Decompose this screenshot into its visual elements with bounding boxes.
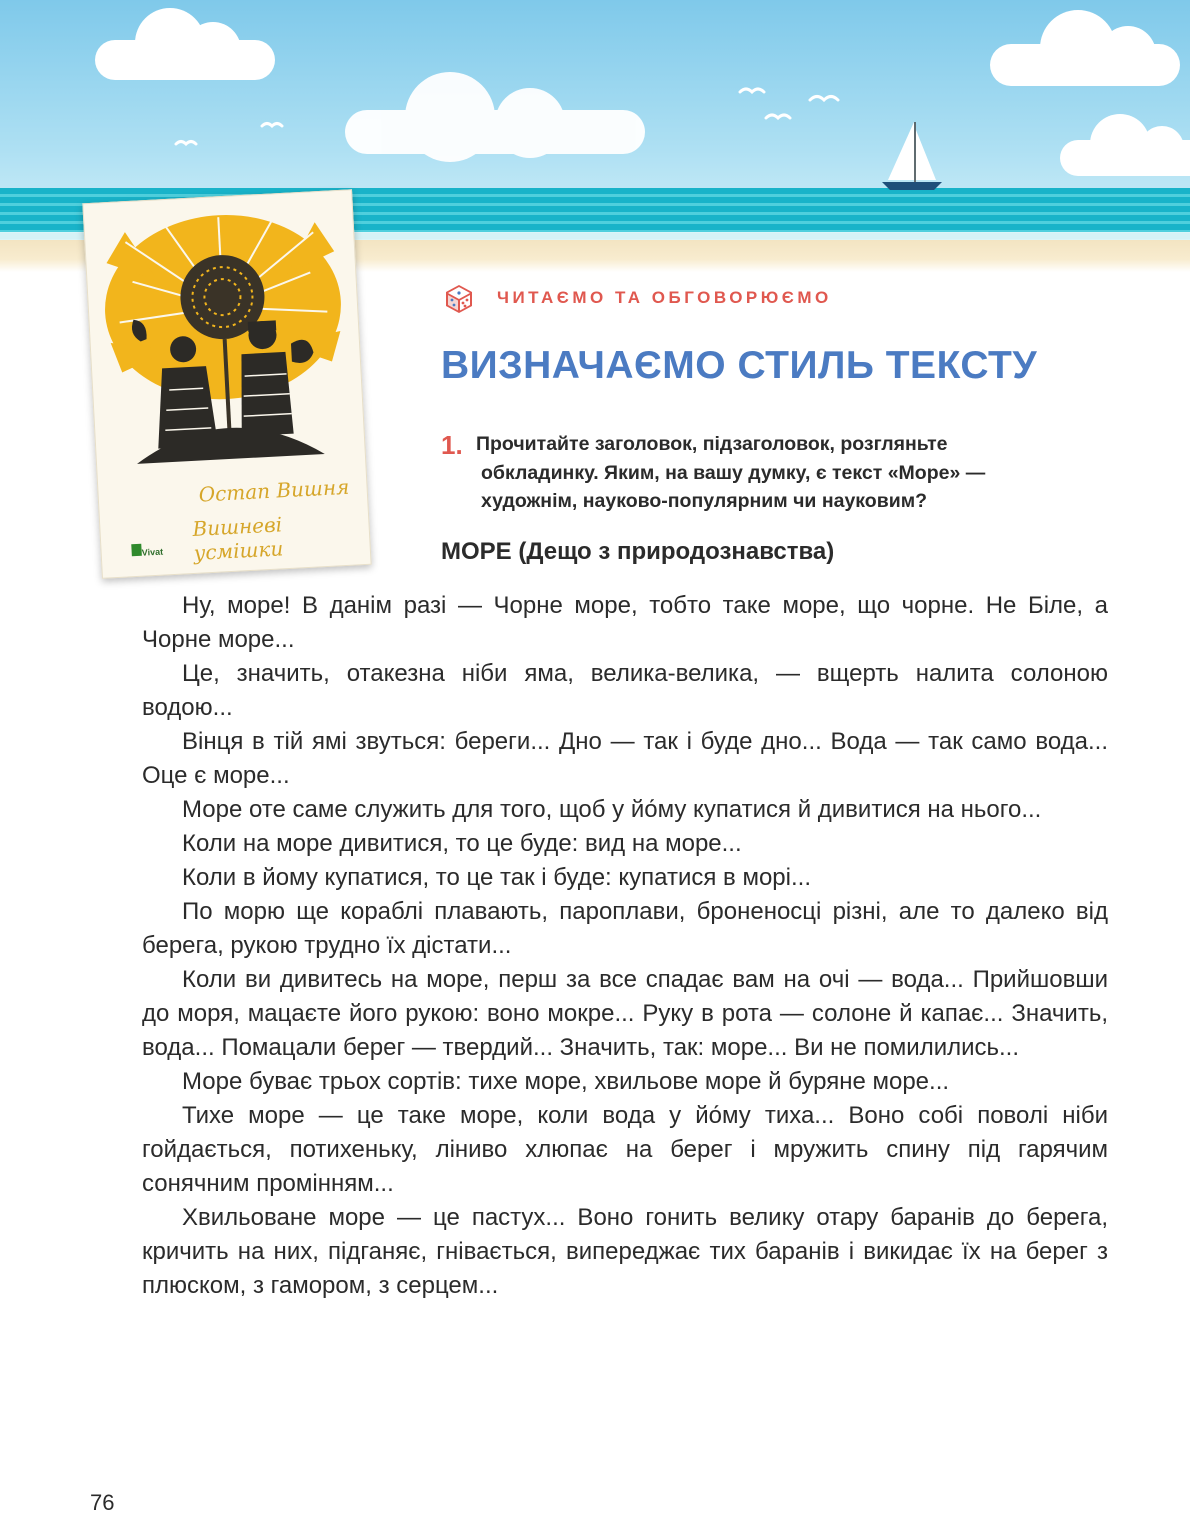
book-author: Остап Вишня xyxy=(198,474,350,507)
paragraph: Коли в йому купатися, то це так і буде: купатися в морі... xyxy=(182,864,811,891)
paragraph: Це, значить, отакезна ніби яма, велика-велика, — вщерть налита солоною водою... xyxy=(142,660,1108,721)
page-title: ВИЗНАЧАЄМО СТИЛЬ ТЕКСТУ xyxy=(441,344,1038,387)
task-line-rest: обкладинку. Яким, на вашу думку, є текст «Море» — художнім, науково-популярним чи науковим? xyxy=(481,461,986,512)
task-line-1: Прочитайте заголовок, підзаголовок, розгляньте xyxy=(476,433,948,455)
task-number: 1. xyxy=(441,430,463,460)
text-heading xyxy=(441,538,834,566)
dice-cube-icon xyxy=(443,283,475,315)
text-title: МОРЕ xyxy=(441,538,512,565)
section-label: ЧИТАЄМО ТА ОБГОВОРЮЄМО xyxy=(497,288,832,307)
paragraph: По морю ще кораблі плавають, пароплави, броненосці різні, але то далеко від берега, рукою трудно їх дістати... xyxy=(142,898,1108,959)
task-text xyxy=(476,430,1056,516)
paragraph: Море буває трьох сортів: тихе море, хвильове море й буряне море... xyxy=(182,1068,950,1095)
book-cover xyxy=(82,189,371,579)
paragraph: Коли на море дивитися, то це буде: вид на море... xyxy=(182,830,742,857)
paragraph: Тихе море — це таке море, коли вода у йо́му тиха... Воно собі поволі ніби гойдається, потихеньку, ліниво хлюпає на берег і мружить спину під гарячим сонячним промінням... xyxy=(142,1102,1108,1197)
paragraph: Хвильоване море — це пастух... Воно гонить велику отару баранів до берега, кричить на них, підганяє, гнівається, випереджає тих баранів і викидає їх на берег з плюском, з гамором, з серцем... xyxy=(142,1204,1108,1299)
sailboat-icon xyxy=(878,120,948,192)
page-number: 76 xyxy=(90,1490,115,1515)
text-subtitle: (Дещо з природознавства) xyxy=(518,538,835,565)
paragraph: Море оте саме служить для того, щоб у йо́му купатися й дивитися на нього... xyxy=(182,796,1042,823)
paragraph: Ну, море! В данім разі — Чорне море, тобто таке море, що чорне. Не Біле, а Чорне море... xyxy=(142,592,1108,653)
story-text xyxy=(142,589,1108,1303)
paragraph: Вінця в тій ямі звуться: береги... Дно — так і буде дно... Вода — так само вода... Оце є море... xyxy=(142,728,1108,789)
seagulls-icon xyxy=(0,0,1190,200)
paragraph: Коли ви дивитесь на море, перш за все спадає вам на очі — вода... Прийшовши до моря, мацаєте його рукою: воно мокре... Руку в рота — солоне й капає... Значить, вода... Помацали берег — твердий... Значить, так: море... Ви не помилились... xyxy=(142,966,1108,1061)
publisher-logo: Vivat xyxy=(141,546,164,558)
book-title: Вишневі усмішки xyxy=(191,512,284,565)
